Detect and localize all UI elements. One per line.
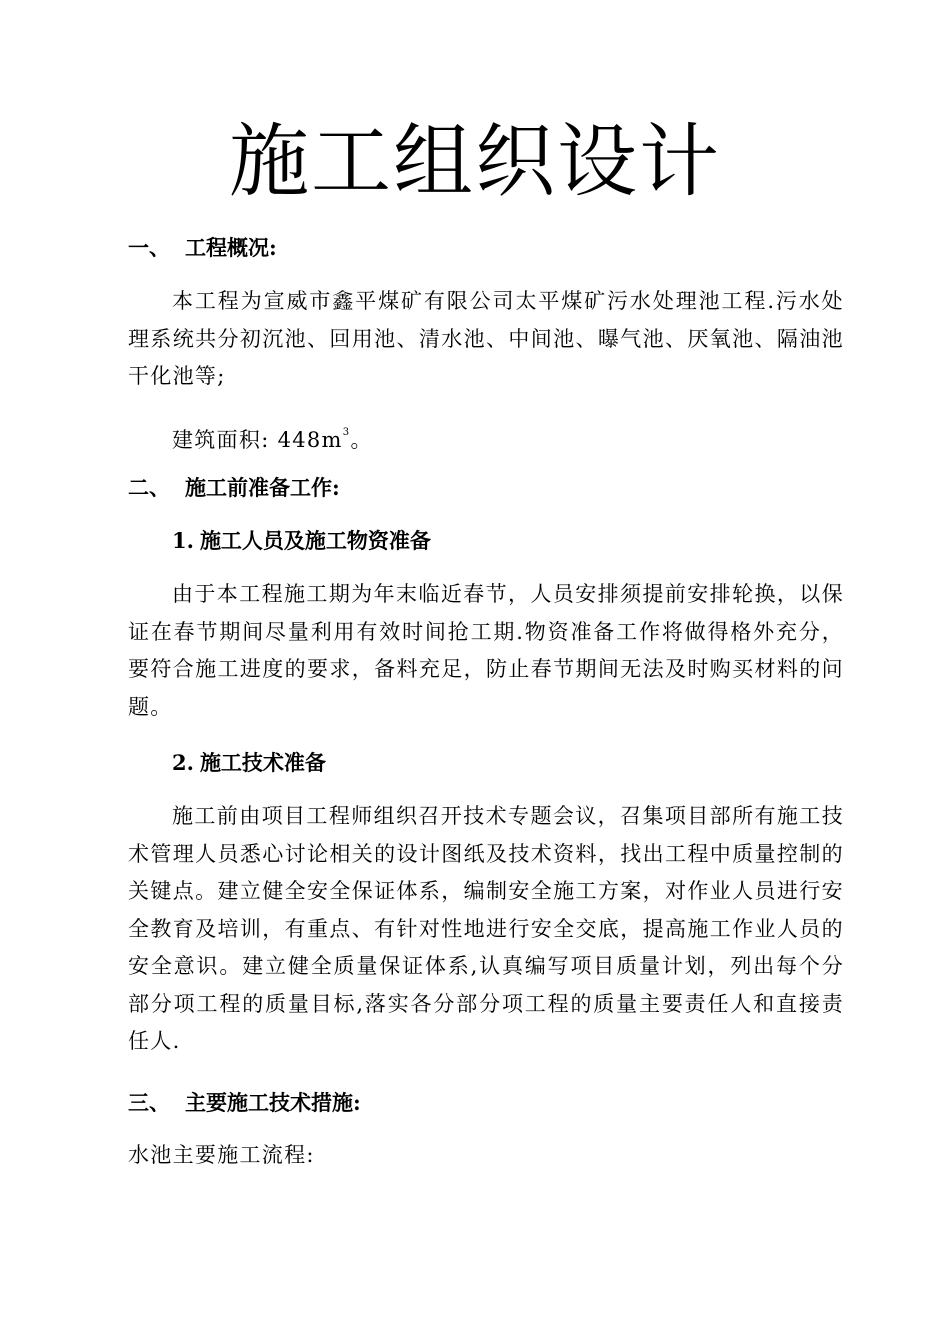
section-title-3: 主要施工技术措施: (185, 1090, 361, 1115)
section-number-2: 二、 (128, 475, 170, 500)
subsection-number-2-1: 1. (172, 528, 194, 553)
subsection-heading-2-1 (172, 526, 431, 556)
subsection-title-2-2: 施工技术准备 (199, 750, 326, 775)
building-area-value: 448 (277, 428, 322, 452)
subsection-number-2-2: 2. (172, 750, 194, 775)
section-3-paragraph: 水池主要施工流程: (128, 1143, 315, 1167)
document-title: 施工组织设计 (229, 115, 721, 208)
building-area-line (128, 414, 844, 460)
section-title-2: 施工前准备工作: (185, 475, 340, 500)
section-number-1: 一、 (128, 235, 170, 260)
area-line-end: 。 (350, 428, 373, 452)
section-number-3: 三、 (128, 1090, 170, 1115)
subsection-title-2-1: 施工人员及施工物资准备 (199, 528, 431, 553)
section-heading-1 (128, 233, 277, 263)
subsection-heading-2-2 (172, 748, 326, 778)
subsection-2-2-paragraph: 施工前由项目工程师组织召开技术专题会议，召集项目部所有施工技术管理人员悉心讨论相关的设计图纸及技术资料，找出工程中质量控制的关键点。建立健全安全保证体系，编制安全施工方案，对作业人员进行安全教育及培训，有重点、有针对性地进行安全交底，提高施工作业人员的安全意识。建立健全质量保证体系,认真编写项目质量计划，列出每个分部分项工程的质量目标,落实各分部分项工程的质量主要责任人和直接责任人. (128, 804, 844, 1053)
section-heading-3 (128, 1088, 361, 1118)
area-unit-base: m (321, 428, 343, 452)
building-area-unit (322, 428, 351, 452)
building-area-label: 建筑面积: (172, 428, 270, 452)
section-heading-2 (128, 473, 340, 503)
subsection-2-1-paragraph: 由于本工程施工期为年末临近春节，人员安排须提前安排轮换，以保证在春节期间尽量利用有效时间抢工期.物资准备工作将做得格外充分，要符合施工进度的要求，备料充足，防止春节期间无法及时购买材料的问题。 (128, 582, 844, 719)
area-unit-superscript: 3 (342, 427, 351, 438)
section-1-paragraph: 本工程为宣威市鑫平煤矿有限公司太平煤矿污水处理池工程.污水处理系统共分初沉池、回用池、清水池、中间池、曝气池、厌氧池、隔油池干化池等; (128, 289, 844, 388)
section-title-1: 工程概况: (185, 235, 277, 260)
